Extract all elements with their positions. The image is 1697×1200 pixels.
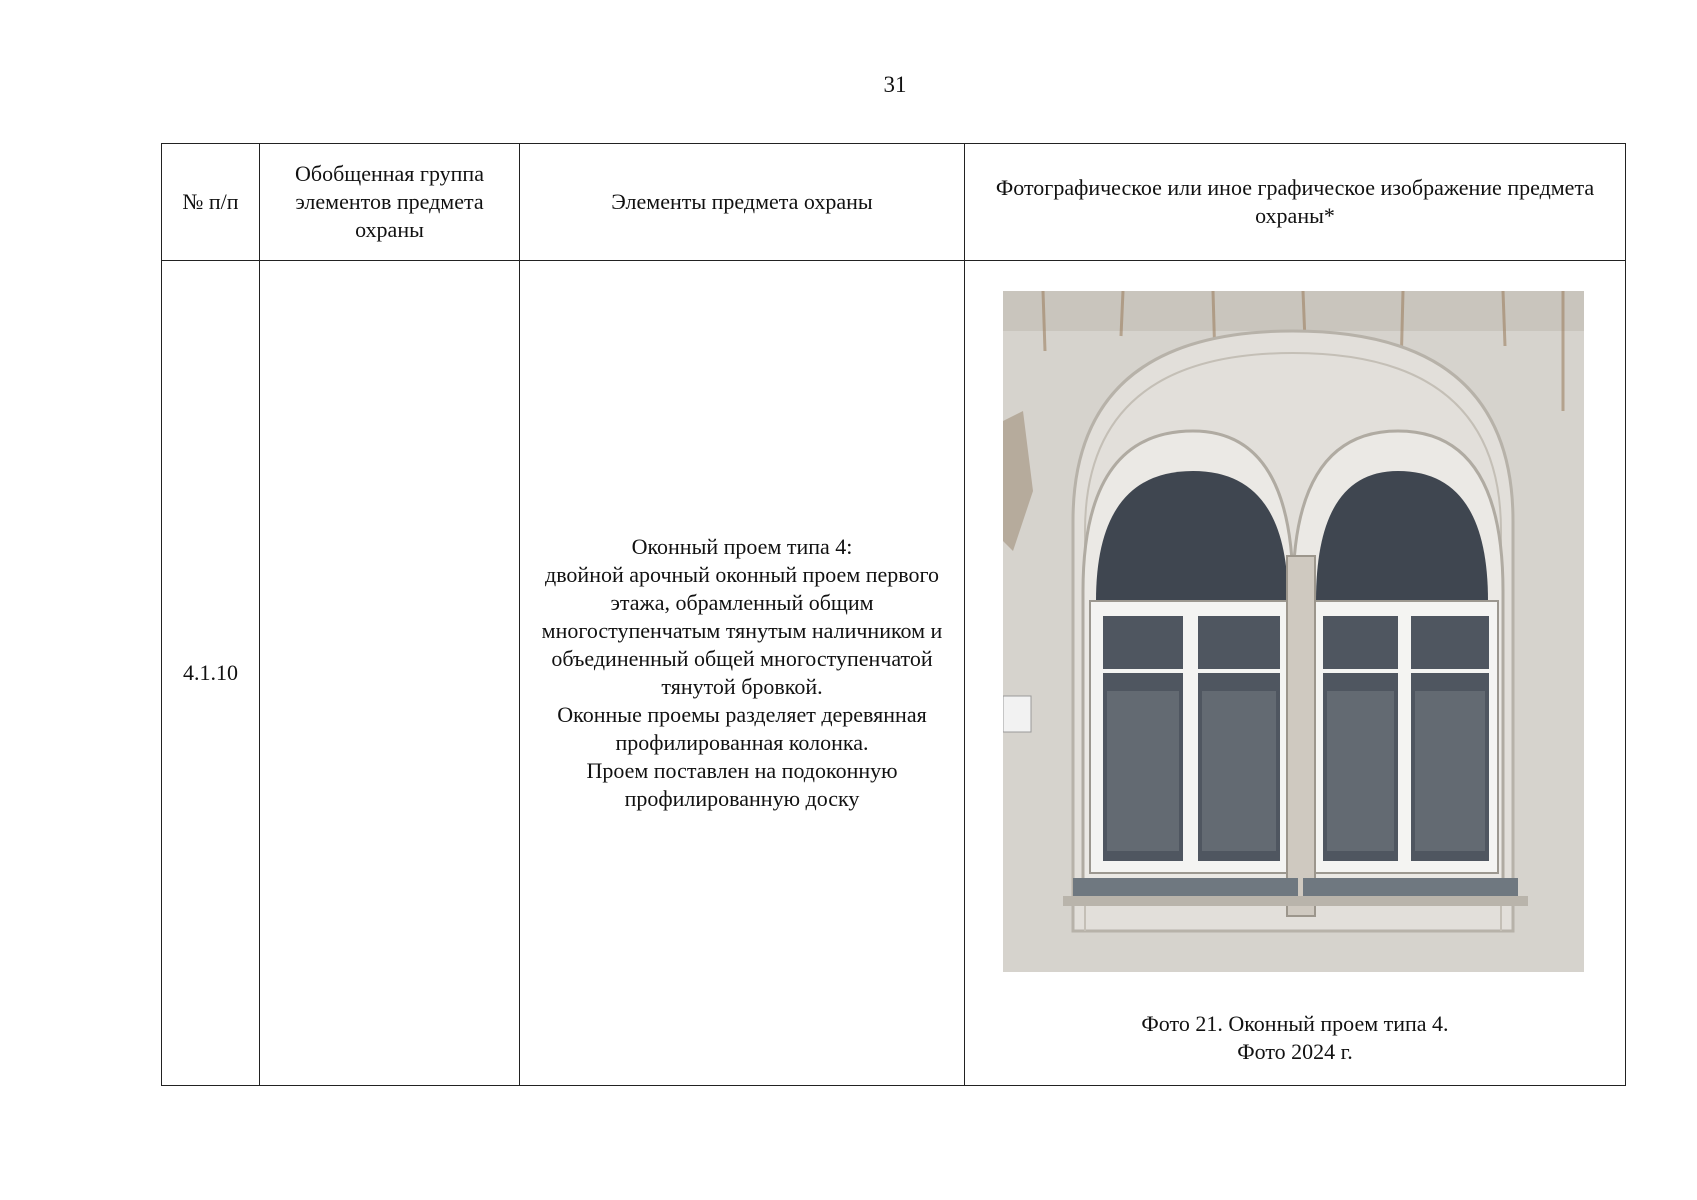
header-group: Обобщенная группа элементов предмета охраны	[260, 144, 520, 261]
cell-group	[260, 261, 520, 1086]
cell-elements	[520, 261, 965, 1086]
header-number: № п/п	[162, 144, 260, 261]
table-header-row	[162, 144, 1626, 261]
header-photo: Фотографическое или иное графическое изображение предмета охраны*	[965, 144, 1626, 261]
page-number: 31	[883, 72, 907, 97]
table-row	[162, 261, 1626, 1086]
photo-caption-line-1: Фото 21. Оконный проем типа 4.	[1141, 1011, 1449, 1036]
cell-number: 4.1.10	[162, 261, 260, 1086]
photo-caption	[965, 1010, 1625, 1066]
cell-photo	[965, 261, 1626, 1086]
window-photo	[1003, 291, 1584, 972]
header-elements: Элементы предмета охраны	[520, 144, 965, 261]
protection-items-table	[161, 143, 1626, 1086]
elements-description: Оконный проем типа 4: двойной арочный оконный проем первого этажа, обрамленный общим многоступенчатым тянутым наличником и объединенный общей многоступенчатой тянутой бровкой. Оконные проемы разделяет деревянная профилированная колонка. Проем поставлен на подоконную профилированную доску	[541, 534, 943, 811]
photo-caption-line-2: Фото 2024 г.	[1237, 1039, 1353, 1064]
